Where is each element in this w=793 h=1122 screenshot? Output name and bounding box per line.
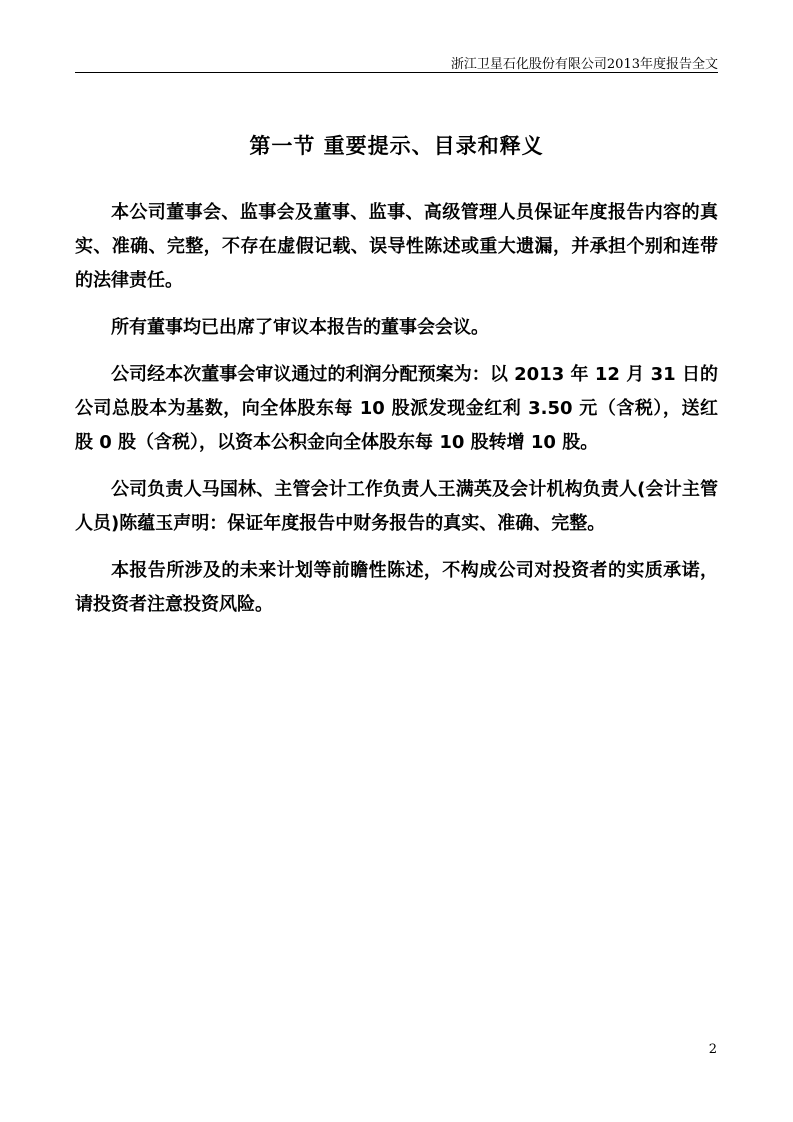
header-title: 浙江卫星石化股份有限公司2013年度报告全文 [450,57,718,72]
page-number: 2 [708,1042,717,1057]
paragraph-board-attendance: 所有董事均已出席了审议本报告的董事会会议。 [111,317,489,338]
document-body [75,196,718,635]
section-title: 第一节 重要提示、目录和释义 [249,134,544,158]
paragraph-profit-distribution: 公司经本次董事会审议通过的利润分配预案为：以 2013 年 12 月 31 日的公司总股本为基数，向全体股东每 10 股派发现金红利 3.50 元（含税），送红股 0 股（含税），以资本公积金向全体股东每 10 股转增 10 股。 [75,364,718,453]
paragraph-risk-notice: 本报告所涉及的未来计划等前瞻性陈述，不构成公司对投资者的实质承诺，请投资者注意投资风险。 [75,560,718,615]
header-divider [75,72,718,73]
paragraph-responsibility-statement: 本公司董事会、监事会及董事、监事、高级管理人员保证年度报告内容的真实、准确、完整，不存在虚假记载、误导性陈述或重大遗漏，并承担个别和连带的法律责任。 [75,202,718,291]
paragraph-financial-declaration: 公司负责人马国林、主管会计工作负责人王满英及会计机构负责人(会计主管人员)陈蕴玉声明：保证年度报告中财务报告的真实、准确、完整。 [75,479,718,534]
